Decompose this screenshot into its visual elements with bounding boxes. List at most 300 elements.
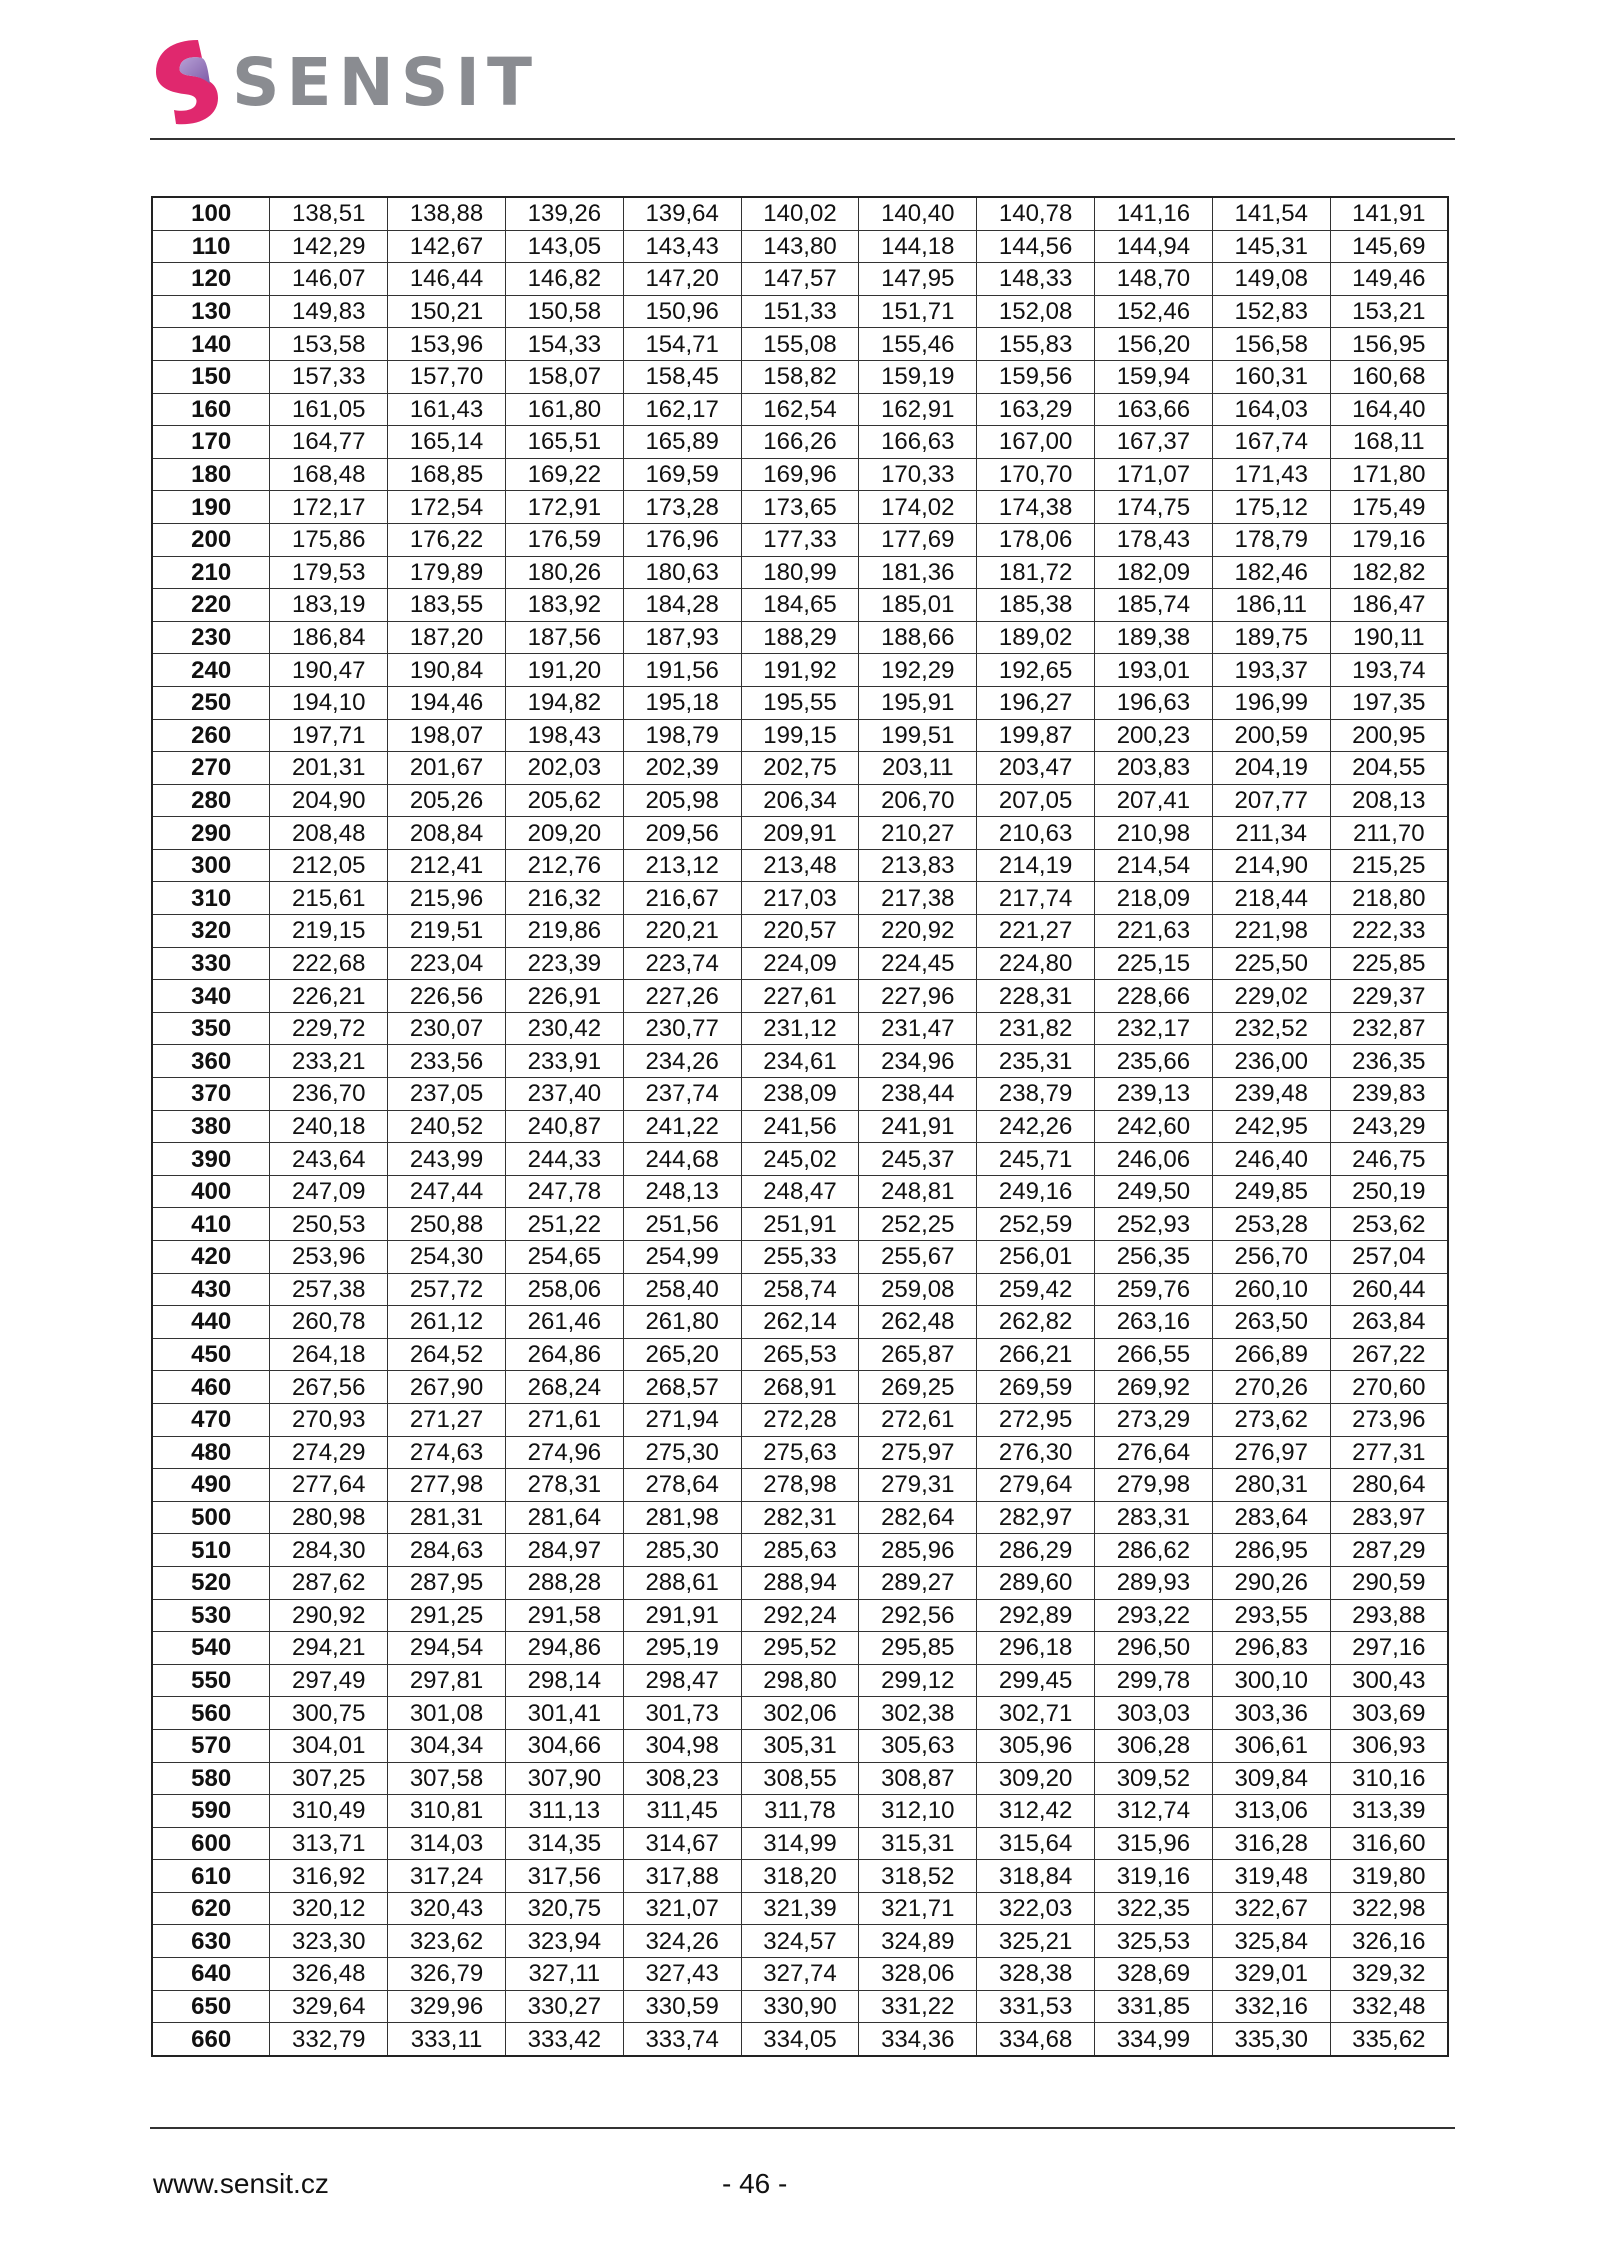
- value-cell: 202,39: [623, 752, 741, 785]
- value-cell: 261,12: [388, 1306, 506, 1339]
- value-cell: 298,47: [623, 1664, 741, 1697]
- table-row: [152, 947, 1448, 980]
- row-key-cell: 340: [152, 980, 270, 1013]
- data-table-wrapper: [151, 196, 1449, 2057]
- value-cell: 330,27: [505, 1990, 623, 2023]
- value-cell: 215,96: [388, 882, 506, 915]
- value-cell: 146,07: [270, 263, 388, 296]
- row-key-cell: 410: [152, 1208, 270, 1241]
- value-cell: 189,75: [1212, 621, 1330, 654]
- value-cell: 225,85: [1330, 947, 1448, 980]
- value-cell: 317,56: [505, 1860, 623, 1893]
- table-row: [152, 621, 1448, 654]
- value-cell: 208,84: [388, 817, 506, 850]
- value-cell: 251,56: [623, 1208, 741, 1241]
- value-cell: 201,67: [388, 752, 506, 785]
- row-key-cell: 310: [152, 882, 270, 915]
- row-key-cell: 560: [152, 1697, 270, 1730]
- value-cell: 140,02: [741, 197, 859, 230]
- value-cell: 155,46: [859, 328, 977, 361]
- row-key-cell: 480: [152, 1436, 270, 1469]
- value-cell: 272,61: [859, 1403, 977, 1436]
- row-key-cell: 320: [152, 915, 270, 948]
- table-row: [152, 295, 1448, 328]
- value-cell: 173,65: [741, 491, 859, 524]
- value-cell: 154,33: [505, 328, 623, 361]
- value-cell: 285,96: [859, 1534, 977, 1567]
- value-cell: 167,00: [977, 426, 1095, 459]
- value-cell: 142,29: [270, 230, 388, 263]
- value-cell: 304,98: [623, 1729, 741, 1762]
- table-row: [152, 1534, 1448, 1567]
- value-cell: 312,10: [859, 1795, 977, 1828]
- table-row: [152, 589, 1448, 622]
- value-cell: 314,99: [741, 1827, 859, 1860]
- value-cell: 327,43: [623, 1958, 741, 1991]
- value-cell: 288,28: [505, 1566, 623, 1599]
- value-cell: 308,55: [741, 1762, 859, 1795]
- value-cell: 189,38: [1095, 621, 1213, 654]
- value-cell: 159,56: [977, 360, 1095, 393]
- value-cell: 265,53: [741, 1338, 859, 1371]
- value-cell: 205,98: [623, 784, 741, 817]
- value-cell: 278,64: [623, 1469, 741, 1502]
- value-cell: 282,64: [859, 1501, 977, 1534]
- value-cell: 254,30: [388, 1241, 506, 1274]
- value-cell: 305,63: [859, 1729, 977, 1762]
- value-cell: 186,11: [1212, 589, 1330, 622]
- value-cell: 286,29: [977, 1534, 1095, 1567]
- table-row: [152, 1338, 1448, 1371]
- value-cell: 287,29: [1330, 1534, 1448, 1567]
- value-cell: 241,56: [741, 1110, 859, 1143]
- value-cell: 162,17: [623, 393, 741, 426]
- value-cell: 141,91: [1330, 197, 1448, 230]
- value-cell: 206,34: [741, 784, 859, 817]
- value-cell: 178,06: [977, 523, 1095, 556]
- value-cell: 275,30: [623, 1436, 741, 1469]
- value-cell: 199,15: [741, 719, 859, 752]
- table-row: [152, 1371, 1448, 1404]
- value-cell: 172,54: [388, 491, 506, 524]
- value-cell: 217,74: [977, 882, 1095, 915]
- value-cell: 253,28: [1212, 1208, 1330, 1241]
- value-cell: 216,32: [505, 882, 623, 915]
- table-row: [152, 393, 1448, 426]
- value-cell: 335,62: [1330, 2023, 1448, 2056]
- value-cell: 161,80: [505, 393, 623, 426]
- value-cell: 149,83: [270, 295, 388, 328]
- value-cell: 321,07: [623, 1892, 741, 1925]
- row-key-cell: 230: [152, 621, 270, 654]
- value-cell: 294,21: [270, 1632, 388, 1665]
- value-cell: 324,57: [741, 1925, 859, 1958]
- value-cell: 271,27: [388, 1403, 506, 1436]
- value-cell: 245,02: [741, 1143, 859, 1176]
- table-row: [152, 1860, 1448, 1893]
- value-cell: 236,35: [1330, 1045, 1448, 1078]
- value-cell: 175,49: [1330, 491, 1448, 524]
- value-cell: 241,91: [859, 1110, 977, 1143]
- value-cell: 185,74: [1095, 589, 1213, 622]
- value-cell: 150,96: [623, 295, 741, 328]
- value-cell: 327,74: [741, 1958, 859, 1991]
- table-row: [152, 784, 1448, 817]
- value-cell: 329,01: [1212, 1958, 1330, 1991]
- table-row: [152, 458, 1448, 491]
- value-cell: 334,36: [859, 2023, 977, 2056]
- logo-text: SENSIT: [232, 44, 539, 121]
- value-cell: 301,08: [388, 1697, 506, 1730]
- value-cell: 272,28: [741, 1403, 859, 1436]
- value-cell: 314,03: [388, 1827, 506, 1860]
- table-row: [152, 1469, 1448, 1502]
- value-cell: 234,61: [741, 1045, 859, 1078]
- value-cell: 316,60: [1330, 1827, 1448, 1860]
- value-cell: 271,94: [623, 1403, 741, 1436]
- value-cell: 245,37: [859, 1143, 977, 1176]
- value-cell: 277,31: [1330, 1436, 1448, 1469]
- value-cell: 139,64: [623, 197, 741, 230]
- value-cell: 295,19: [623, 1632, 741, 1665]
- value-cell: 315,96: [1095, 1827, 1213, 1860]
- value-cell: 227,96: [859, 980, 977, 1013]
- value-cell: 242,60: [1095, 1110, 1213, 1143]
- value-cell: 290,59: [1330, 1566, 1448, 1599]
- footer-divider: [150, 2127, 1455, 2129]
- footer-url-link[interactable]: www.sensit.cz: [153, 2168, 329, 2199]
- value-cell: 221,27: [977, 915, 1095, 948]
- value-cell: 204,55: [1330, 752, 1448, 785]
- value-cell: 321,71: [859, 1892, 977, 1925]
- value-cell: 147,57: [741, 263, 859, 296]
- table-row: [152, 915, 1448, 948]
- row-key-cell: 580: [152, 1762, 270, 1795]
- value-cell: 182,09: [1095, 556, 1213, 589]
- value-cell: 217,38: [859, 882, 977, 915]
- value-cell: 138,51: [270, 197, 388, 230]
- value-cell: 225,15: [1095, 947, 1213, 980]
- value-cell: 194,46: [388, 686, 506, 719]
- value-cell: 207,41: [1095, 784, 1213, 817]
- value-cell: 318,84: [977, 1860, 1095, 1893]
- value-cell: 266,89: [1212, 1338, 1330, 1371]
- table-row: [152, 980, 1448, 1013]
- value-cell: 281,64: [505, 1501, 623, 1534]
- value-cell: 300,43: [1330, 1664, 1448, 1697]
- value-cell: 273,29: [1095, 1403, 1213, 1436]
- value-cell: 171,43: [1212, 458, 1330, 491]
- value-cell: 183,92: [505, 589, 623, 622]
- value-cell: 283,31: [1095, 1501, 1213, 1534]
- value-cell: 289,60: [977, 1566, 1095, 1599]
- value-cell: 258,40: [623, 1273, 741, 1306]
- value-cell: 277,98: [388, 1469, 506, 1502]
- value-cell: 262,14: [741, 1306, 859, 1339]
- value-cell: 223,39: [505, 947, 623, 980]
- value-cell: 266,21: [977, 1338, 1095, 1371]
- value-cell: 318,20: [741, 1860, 859, 1893]
- value-cell: 332,79: [270, 2023, 388, 2056]
- value-cell: 160,68: [1330, 360, 1448, 393]
- value-cell: 205,62: [505, 784, 623, 817]
- value-cell: 266,55: [1095, 1338, 1213, 1371]
- value-cell: 258,74: [741, 1273, 859, 1306]
- value-cell: 146,82: [505, 263, 623, 296]
- value-cell: 190,84: [388, 654, 506, 687]
- value-cell: 179,16: [1330, 523, 1448, 556]
- value-cell: 305,31: [741, 1729, 859, 1762]
- value-cell: 316,92: [270, 1860, 388, 1893]
- table-row: [152, 1729, 1448, 1762]
- value-cell: 279,98: [1095, 1469, 1213, 1502]
- value-cell: 312,74: [1095, 1795, 1213, 1828]
- value-cell: 310,16: [1330, 1762, 1448, 1795]
- row-key-cell: 550: [152, 1664, 270, 1697]
- value-cell: 145,31: [1212, 230, 1330, 263]
- value-cell: 157,70: [388, 360, 506, 393]
- value-cell: 256,35: [1095, 1241, 1213, 1274]
- row-key-cell: 420: [152, 1241, 270, 1274]
- value-cell: 204,19: [1212, 752, 1330, 785]
- value-cell: 179,89: [388, 556, 506, 589]
- value-cell: 181,72: [977, 556, 1095, 589]
- value-cell: 296,50: [1095, 1632, 1213, 1665]
- value-cell: 267,22: [1330, 1338, 1448, 1371]
- value-cell: 166,26: [741, 426, 859, 459]
- value-cell: 253,62: [1330, 1208, 1448, 1241]
- table-row: [152, 1110, 1448, 1143]
- value-cell: 203,11: [859, 752, 977, 785]
- value-cell: 195,91: [859, 686, 977, 719]
- value-cell: 170,70: [977, 458, 1095, 491]
- value-cell: 295,85: [859, 1632, 977, 1665]
- value-cell: 319,48: [1212, 1860, 1330, 1893]
- value-cell: 302,38: [859, 1697, 977, 1730]
- value-cell: 263,16: [1095, 1306, 1213, 1339]
- value-cell: 334,68: [977, 2023, 1095, 2056]
- value-cell: 285,30: [623, 1534, 741, 1567]
- table-row: [152, 1566, 1448, 1599]
- value-cell: 278,98: [741, 1469, 859, 1502]
- value-cell: 169,96: [741, 458, 859, 491]
- value-cell: 172,17: [270, 491, 388, 524]
- value-cell: 275,97: [859, 1436, 977, 1469]
- table-row: [152, 686, 1448, 719]
- row-key-cell: 400: [152, 1175, 270, 1208]
- value-cell: 279,31: [859, 1469, 977, 1502]
- value-cell: 199,51: [859, 719, 977, 752]
- table-row: [152, 654, 1448, 687]
- table-row: [152, 2023, 1448, 2056]
- value-cell: 167,37: [1095, 426, 1213, 459]
- value-cell: 194,10: [270, 686, 388, 719]
- value-cell: 306,61: [1212, 1729, 1330, 1762]
- value-cell: 183,55: [388, 589, 506, 622]
- value-cell: 249,85: [1212, 1175, 1330, 1208]
- value-cell: 276,97: [1212, 1436, 1330, 1469]
- value-cell: 252,25: [859, 1208, 977, 1241]
- value-cell: 335,30: [1212, 2023, 1330, 2056]
- table-row: [152, 1306, 1448, 1339]
- value-cell: 202,75: [741, 752, 859, 785]
- value-cell: 230,42: [505, 1012, 623, 1045]
- value-cell: 185,01: [859, 589, 977, 622]
- value-cell: 214,90: [1212, 849, 1330, 882]
- value-cell: 262,48: [859, 1306, 977, 1339]
- value-cell: 202,03: [505, 752, 623, 785]
- value-cell: 247,44: [388, 1175, 506, 1208]
- table-row: [152, 817, 1448, 850]
- value-cell: 228,31: [977, 980, 1095, 1013]
- value-cell: 296,83: [1212, 1632, 1330, 1665]
- value-cell: 299,45: [977, 1664, 1095, 1697]
- row-key-cell: 610: [152, 1860, 270, 1893]
- value-cell: 211,34: [1212, 817, 1330, 850]
- row-key-cell: 370: [152, 1078, 270, 1111]
- value-cell: 267,90: [388, 1371, 506, 1404]
- table-row: [152, 1762, 1448, 1795]
- table-row: [152, 1827, 1448, 1860]
- value-cell: 252,59: [977, 1208, 1095, 1241]
- row-key-cell: 360: [152, 1045, 270, 1078]
- value-cell: 213,83: [859, 849, 977, 882]
- row-key-cell: 200: [152, 523, 270, 556]
- value-cell: 171,80: [1330, 458, 1448, 491]
- value-cell: 212,05: [270, 849, 388, 882]
- value-cell: 314,67: [623, 1827, 741, 1860]
- value-cell: 334,99: [1095, 2023, 1213, 2056]
- value-cell: 276,64: [1095, 1436, 1213, 1469]
- value-cell: 187,56: [505, 621, 623, 654]
- table-row: [152, 719, 1448, 752]
- value-cell: 277,64: [270, 1469, 388, 1502]
- value-cell: 150,58: [505, 295, 623, 328]
- value-cell: 333,11: [388, 2023, 506, 2056]
- value-cell: 253,96: [270, 1241, 388, 1274]
- value-cell: 204,90: [270, 784, 388, 817]
- value-cell: 231,12: [741, 1012, 859, 1045]
- value-cell: 265,20: [623, 1338, 741, 1371]
- value-cell: 203,83: [1095, 752, 1213, 785]
- value-cell: 261,80: [623, 1306, 741, 1339]
- value-cell: 316,28: [1212, 1827, 1330, 1860]
- value-cell: 311,13: [505, 1795, 623, 1828]
- value-cell: 200,59: [1212, 719, 1330, 752]
- table-row: [152, 1273, 1448, 1306]
- value-cell: 297,81: [388, 1664, 506, 1697]
- data-table: [151, 196, 1449, 2057]
- value-cell: 269,25: [859, 1371, 977, 1404]
- row-key-cell: 620: [152, 1892, 270, 1925]
- value-cell: 239,13: [1095, 1078, 1213, 1111]
- value-cell: 246,06: [1095, 1143, 1213, 1176]
- value-cell: 240,87: [505, 1110, 623, 1143]
- value-cell: 256,70: [1212, 1241, 1330, 1274]
- value-cell: 236,70: [270, 1078, 388, 1111]
- value-cell: 186,47: [1330, 589, 1448, 622]
- value-cell: 301,41: [505, 1697, 623, 1730]
- table-row: [152, 263, 1448, 296]
- value-cell: 168,11: [1330, 426, 1448, 459]
- value-cell: 287,95: [388, 1566, 506, 1599]
- value-cell: 197,71: [270, 719, 388, 752]
- value-cell: 315,31: [859, 1827, 977, 1860]
- value-cell: 247,09: [270, 1175, 388, 1208]
- value-cell: 203,47: [977, 752, 1095, 785]
- value-cell: 187,93: [623, 621, 741, 654]
- value-cell: 328,69: [1095, 1958, 1213, 1991]
- value-cell: 233,56: [388, 1045, 506, 1078]
- table-row: [152, 426, 1448, 459]
- value-cell: 267,56: [270, 1371, 388, 1404]
- value-cell: 200,23: [1095, 719, 1213, 752]
- value-cell: 225,50: [1212, 947, 1330, 980]
- table-row: [152, 1599, 1448, 1632]
- value-cell: 243,29: [1330, 1110, 1448, 1143]
- value-cell: 175,86: [270, 523, 388, 556]
- value-cell: 333,74: [623, 2023, 741, 2056]
- header-divider: [150, 138, 1455, 140]
- table-row: [152, 1241, 1448, 1274]
- row-key-cell: 210: [152, 556, 270, 589]
- value-cell: 313,39: [1330, 1795, 1448, 1828]
- value-cell: 307,25: [270, 1762, 388, 1795]
- value-cell: 311,78: [741, 1795, 859, 1828]
- value-cell: 270,93: [270, 1403, 388, 1436]
- table-row: [152, 1208, 1448, 1241]
- value-cell: 176,96: [623, 523, 741, 556]
- value-cell: 304,01: [270, 1729, 388, 1762]
- value-cell: 212,41: [388, 849, 506, 882]
- value-cell: 164,40: [1330, 393, 1448, 426]
- table-row: [152, 752, 1448, 785]
- value-cell: 140,78: [977, 197, 1095, 230]
- value-cell: 155,08: [741, 328, 859, 361]
- value-cell: 215,61: [270, 882, 388, 915]
- value-cell: 165,51: [505, 426, 623, 459]
- table-row: [152, 1175, 1448, 1208]
- value-cell: 210,63: [977, 817, 1095, 850]
- value-cell: 246,40: [1212, 1143, 1330, 1176]
- value-cell: 264,52: [388, 1338, 506, 1371]
- value-cell: 213,12: [623, 849, 741, 882]
- row-key-cell: 650: [152, 1990, 270, 2023]
- value-cell: 260,44: [1330, 1273, 1448, 1306]
- value-cell: 276,30: [977, 1436, 1095, 1469]
- value-cell: 163,66: [1095, 393, 1213, 426]
- row-key-cell: 260: [152, 719, 270, 752]
- value-cell: 245,71: [977, 1143, 1095, 1176]
- value-cell: 148,70: [1095, 263, 1213, 296]
- value-cell: 233,91: [505, 1045, 623, 1078]
- value-cell: 322,03: [977, 1892, 1095, 1925]
- value-cell: 280,98: [270, 1501, 388, 1534]
- value-cell: 237,40: [505, 1078, 623, 1111]
- value-cell: 283,64: [1212, 1501, 1330, 1534]
- value-cell: 179,53: [270, 556, 388, 589]
- value-cell: 293,88: [1330, 1599, 1448, 1632]
- value-cell: 234,96: [859, 1045, 977, 1078]
- value-cell: 151,33: [741, 295, 859, 328]
- value-cell: 165,89: [623, 426, 741, 459]
- value-cell: 264,18: [270, 1338, 388, 1371]
- table-row: [152, 1012, 1448, 1045]
- value-cell: 223,74: [623, 947, 741, 980]
- value-cell: 207,77: [1212, 784, 1330, 817]
- table-row: [152, 1892, 1448, 1925]
- value-cell: 239,83: [1330, 1078, 1448, 1111]
